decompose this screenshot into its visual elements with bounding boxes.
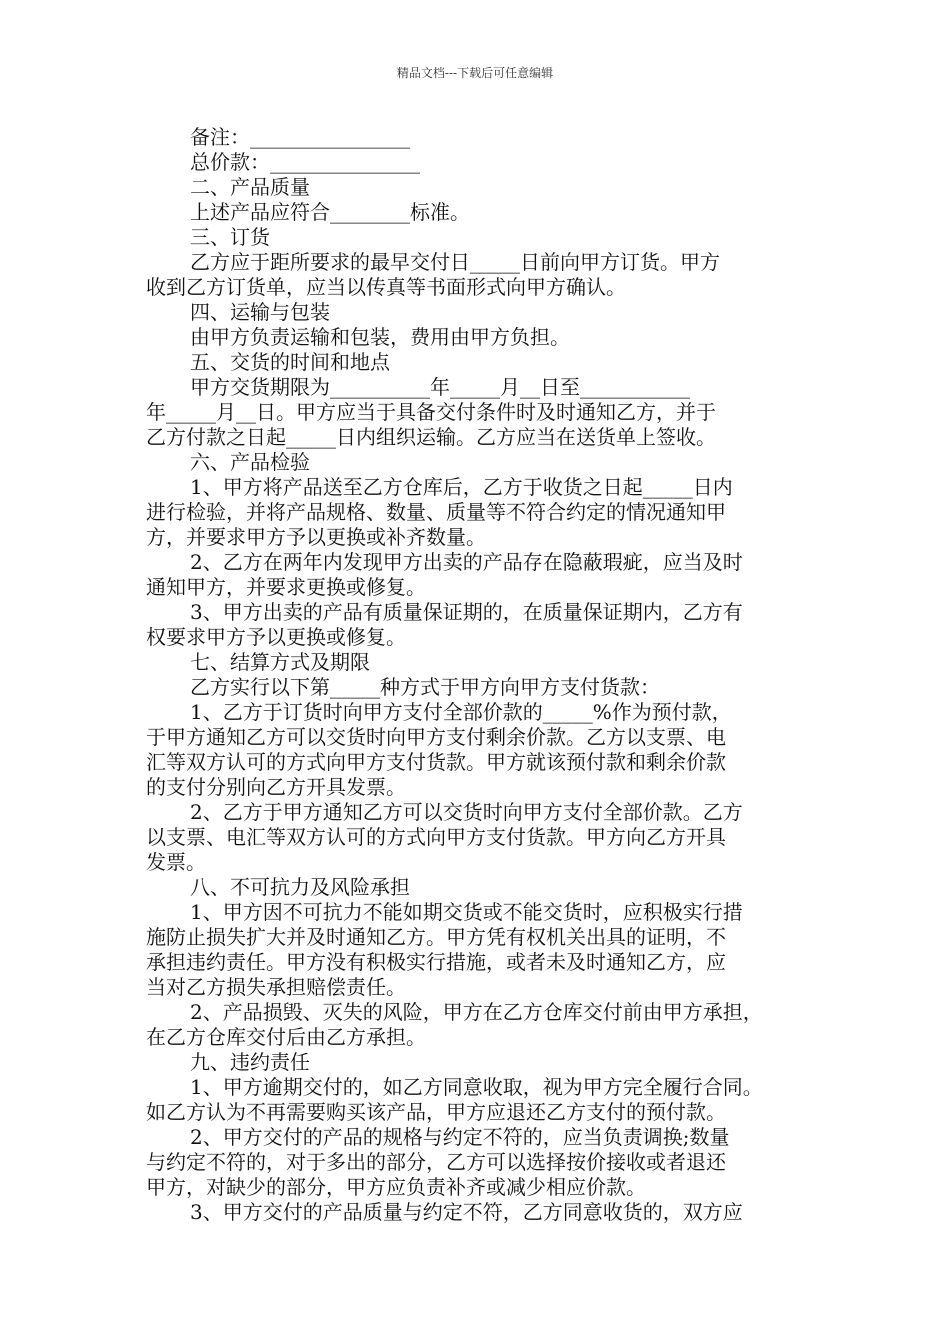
paragraph-line: 汇等双方认可的方式向甲方支付货款。甲方就该预付款和剩余价款 bbox=[146, 750, 726, 774]
section-heading: 六、产品检验 bbox=[190, 450, 310, 474]
paragraph-line: 收到乙方订货单，应当以传真等书面形式向甲方确认。 bbox=[146, 275, 626, 299]
page-header: 精品文档---下载后可任意编辑 bbox=[396, 66, 554, 80]
paragraph-line: 2、乙方在两年内发现甲方出卖的产品存在隐蔽瑕疵，应当及时 bbox=[190, 550, 743, 574]
paragraph-line: 权要求甲方予以更换或修复。 bbox=[146, 625, 406, 649]
paragraph-line: 与约定不符的，对于多出的部分，乙方可以选择按价接收或者退还 bbox=[146, 1150, 726, 1174]
paragraph-line: 进行检验，并将产品规格、数量、质量等不符合约定的情况通知甲 bbox=[146, 500, 726, 524]
paragraph-line: 乙方实行以下第_____种方式于甲方向甲方支付货款： bbox=[190, 675, 660, 699]
paragraph-line: 3、甲方出卖的产品有质量保证期的，在质量保证期内，乙方有 bbox=[190, 600, 743, 624]
paragraph-line: 1、甲方将产品送至乙方仓库后，乙方于收货之日起_____日内 bbox=[190, 475, 733, 499]
paragraph-line: 在乙方仓库交付后由乙方承担。 bbox=[146, 1025, 426, 1049]
section-heading: 七、结算方式及期限 bbox=[190, 650, 370, 674]
paragraph-line: 于甲方通知乙方可以交货时向甲方支付剩余价款。乙方以支票、电 bbox=[146, 725, 726, 749]
paragraph-line: 乙方付款之日起_____日内组织运输。乙方应当在送货单上签收。 bbox=[146, 425, 716, 449]
section-heading: 八、不可抗力及风险承担 bbox=[190, 875, 410, 899]
section-heading: 三、订货 bbox=[190, 225, 270, 249]
paragraph-line: 乙方应于距所要求的最早交付日_____日前向甲方订货。甲方 bbox=[190, 250, 720, 274]
paragraph-line: 2、甲方交付的产品的规格与约定不符的，应当负责调换;数量 bbox=[190, 1125, 730, 1149]
remark-line: 备注：________________ bbox=[190, 125, 410, 149]
paragraph-line: 由甲方负责运输和包装，费用由甲方负担。 bbox=[190, 325, 570, 349]
paragraph-line: 1、甲方逾期交付的，如乙方同意收取，视为甲方完全履行合同。 bbox=[190, 1075, 763, 1099]
section-heading: 二、产品质量 bbox=[190, 175, 310, 199]
paragraph-line: 上述产品应符合________标准。 bbox=[190, 200, 470, 224]
paragraph-line: 如乙方认为不再需要购买该产品，甲方应退还乙方支付的预付款。 bbox=[146, 1100, 726, 1124]
document-body bbox=[146, 125, 811, 1225]
total-price-line: 总价款：_______________ bbox=[190, 150, 420, 174]
paragraph-line: 1、甲方因不可抗力不能如期交货或不能交货时，应积极实行措 bbox=[190, 900, 743, 924]
section-heading: 四、运输与包装 bbox=[190, 300, 330, 324]
paragraph-line: 当对乙方损失承担赔偿责任。 bbox=[146, 975, 406, 999]
paragraph-line: 通知甲方，并要求更换或修复。 bbox=[146, 575, 426, 599]
paragraph-line: 的支付分别向乙方开具发票。 bbox=[146, 775, 406, 799]
paragraph-line: 甲方交货期限为__________年_____月__日至___________ bbox=[190, 375, 690, 399]
paragraph-line: 方，并要求甲方予以更换或补齐数量。 bbox=[146, 525, 486, 549]
paragraph-line: 年_____月__日。甲方应当于具备交付条件时及时通知乙方，并于 bbox=[146, 400, 716, 424]
paragraph-line: 施防止损失扩大并及时通知乙方。甲方凭有权机关出具的证明，不 bbox=[146, 925, 726, 949]
paragraph-line: 甲方，对缺少的部分，甲方应负责补齐或减少相应价款。 bbox=[146, 1175, 646, 1199]
section-heading: 九、违约责任 bbox=[190, 1050, 310, 1074]
section-heading: 五、交货的时间和地点 bbox=[190, 350, 390, 374]
paragraph-line: 发票。 bbox=[146, 850, 206, 874]
paragraph-line: 3、甲方交付的产品质量与约定不符，乙方同意收货的，双方应 bbox=[190, 1200, 743, 1224]
paragraph-line: 1、乙方于订货时向甲方支付全部价款的_____%作为预付款， bbox=[190, 700, 732, 724]
paragraph-line: 承担违约责任。甲方没有积极实行措施，或者未及时通知乙方，应 bbox=[146, 950, 726, 974]
paragraph-line: 以支票、电汇等双方认可的方式向甲方支付货款。甲方向乙方开具 bbox=[146, 825, 726, 849]
paragraph-line: 2、乙方于甲方通知乙方可以交货时向甲方支付全部价款。乙方 bbox=[190, 800, 743, 824]
paragraph-line: 2、产品损毁、灭失的风险，甲方在乙方仓库交付前由甲方承担， bbox=[190, 1000, 763, 1024]
